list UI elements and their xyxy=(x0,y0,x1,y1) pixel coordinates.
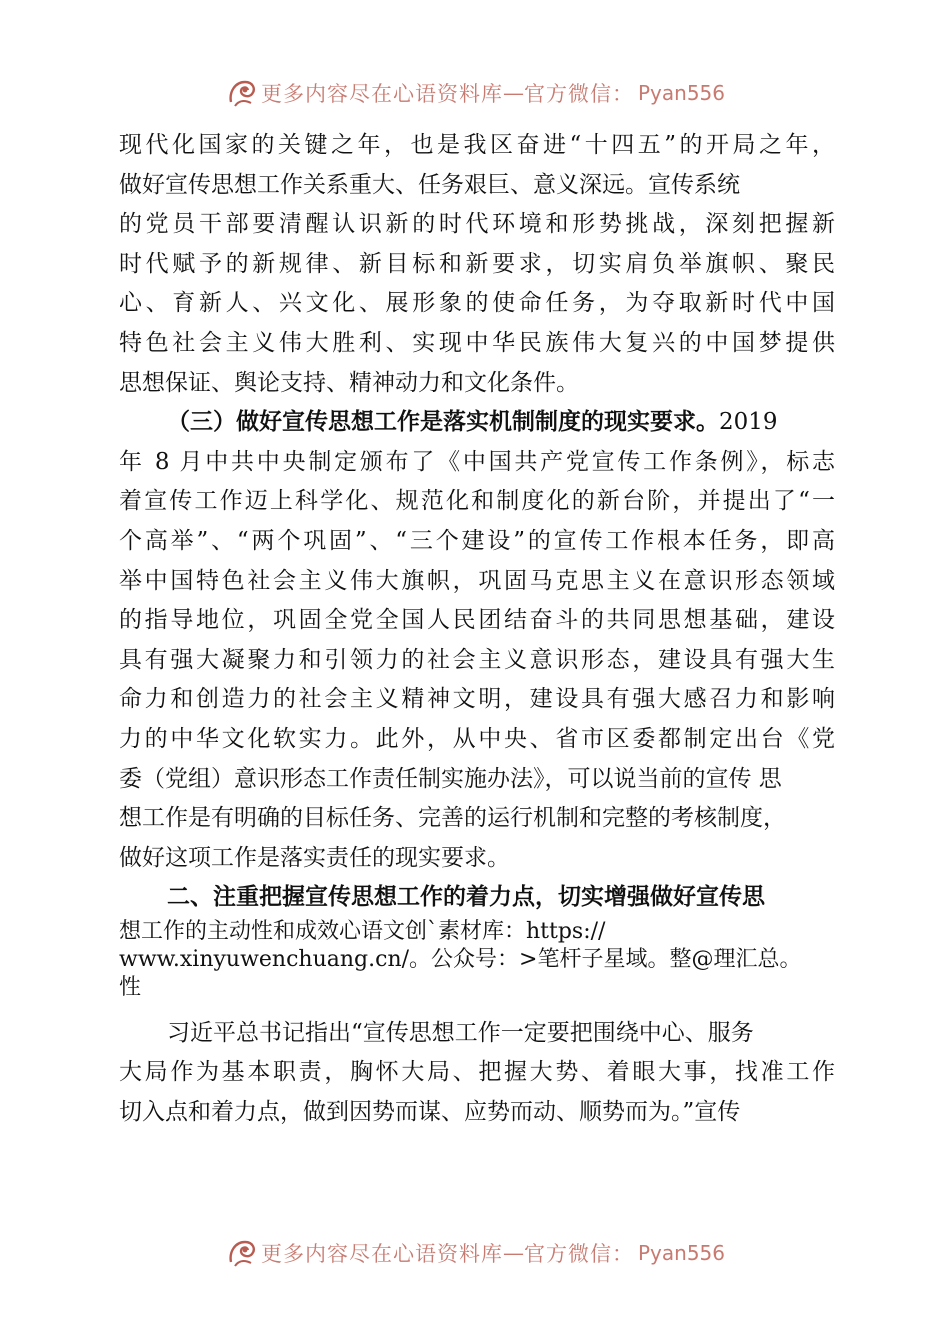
text-line: 着宣传工作迈上科学化、规范化和制度化的新台阶，并提出了“一 xyxy=(119,488,835,515)
text-line: 举中国特色社会主义伟大旗帜，巩固马克思主义在意识形态领域 xyxy=(119,567,835,594)
document-body xyxy=(119,126,835,1133)
header-brand: 更多内容尽在心语资料库 xyxy=(260,82,503,106)
text-line: 现代化国家的关键之年，也是我区奋进“十四五”的开局之年， xyxy=(119,132,835,158)
section-tail-line: 想工作的主动性和成效心语文创`素材库：https:// xyxy=(119,918,606,944)
text-line: 心、育新人、兴文化、展形象的使命任务，为夺取新时代中国 xyxy=(119,290,835,317)
flower-logo-icon xyxy=(225,1236,259,1270)
header-separator: — xyxy=(502,81,524,105)
text-line: 想工作是有明确的目标任务、完善的运行机制和完整的考核制度， xyxy=(119,805,786,832)
text-line: 切入点和着力点，做到因势而谋、应势而动、顺势而为。”宣传 xyxy=(119,1099,741,1126)
text-line: 年 8 月中共中央制定颁布了《中国共产党宣传工作条例》，标志 xyxy=(119,448,835,475)
text-line: 大局作为基本职责，胸怀大局、把握大势、着眼大事，找准工作 xyxy=(119,1059,835,1086)
text-line: 委（党组）意识形态工作责任制实施办法》，可以说当前的宣传 思 xyxy=(119,765,782,792)
text-line: 做好宣传思想工作关系重大、任务艰巨、意义深远。宣传系统 xyxy=(119,171,740,198)
paragraph-1 xyxy=(119,126,835,403)
text-line: 具有强大凝聚力和引领力的社会主义意识形态，建设具有强大生 xyxy=(119,646,835,673)
text-line: 力的中华文化软实力。此外，从中央、省市区委都制定出台《党 xyxy=(119,725,835,752)
footer-wechat-id: Pyan556 xyxy=(637,1241,725,1265)
text-line: 个高举”、“两个巩固”、“三个建设”的宣传工作根本任务，即高 xyxy=(119,527,835,554)
footer-brand: 更多内容尽在心语资料库 xyxy=(260,1242,503,1266)
text-line: 的党员干部要清醒认识新的时代环境和形势挑战，深刻把握新 xyxy=(119,211,835,238)
text-line: 的指导地位，巩固全党全国人民团结奋斗的共同思想基础，建设 xyxy=(119,607,835,634)
paragraph-2-first-line xyxy=(119,403,835,443)
section-tail-line: 性 xyxy=(119,974,142,1000)
footer-wechat-label: 官方微信： xyxy=(523,1242,634,1266)
subsection-heading: （三）做好宣传思想工作是落实机制制度的现实要求。 xyxy=(167,409,719,436)
paragraph-2 xyxy=(119,403,835,878)
section-heading: 二、注重把握宣传思想工作的着力点，切实增强做好宣传思 xyxy=(167,884,765,911)
text-line: 思想保证、舆论支持、精神动力和文化条件。 xyxy=(119,369,579,396)
footer-separator: — xyxy=(502,1241,524,1265)
section-tail-line: www.xinyuwenchuang.cn/。公众号：>笔杆子星域。整@理汇总。 xyxy=(119,946,802,972)
paragraph-3 xyxy=(119,1014,835,1133)
header-banner xyxy=(0,73,950,113)
flower-logo-icon xyxy=(225,76,259,110)
text-line: 特色社会主义伟大胜利、实现中华民族伟大复兴的中国梦提供 xyxy=(119,329,835,356)
header-wechat-id: Pyan556 xyxy=(637,81,725,105)
year-text: 2019 xyxy=(719,409,778,436)
footer-banner xyxy=(0,1233,950,1273)
text-line: 习近平总书记指出“宣传思想工作一定要把围绕中心、服务 xyxy=(167,1019,754,1046)
text-line: 时代赋予的新规律、新目标和新要求，切实肩负举旗帜、聚民 xyxy=(119,250,835,277)
text-line: 做好这项工作是落实责任的现实要求。 xyxy=(119,844,510,871)
header-wechat-label: 官方微信： xyxy=(523,82,634,106)
text-line: 命力和创造力的社会主义精神文明，建设具有强大感召力和影响 xyxy=(119,686,835,713)
